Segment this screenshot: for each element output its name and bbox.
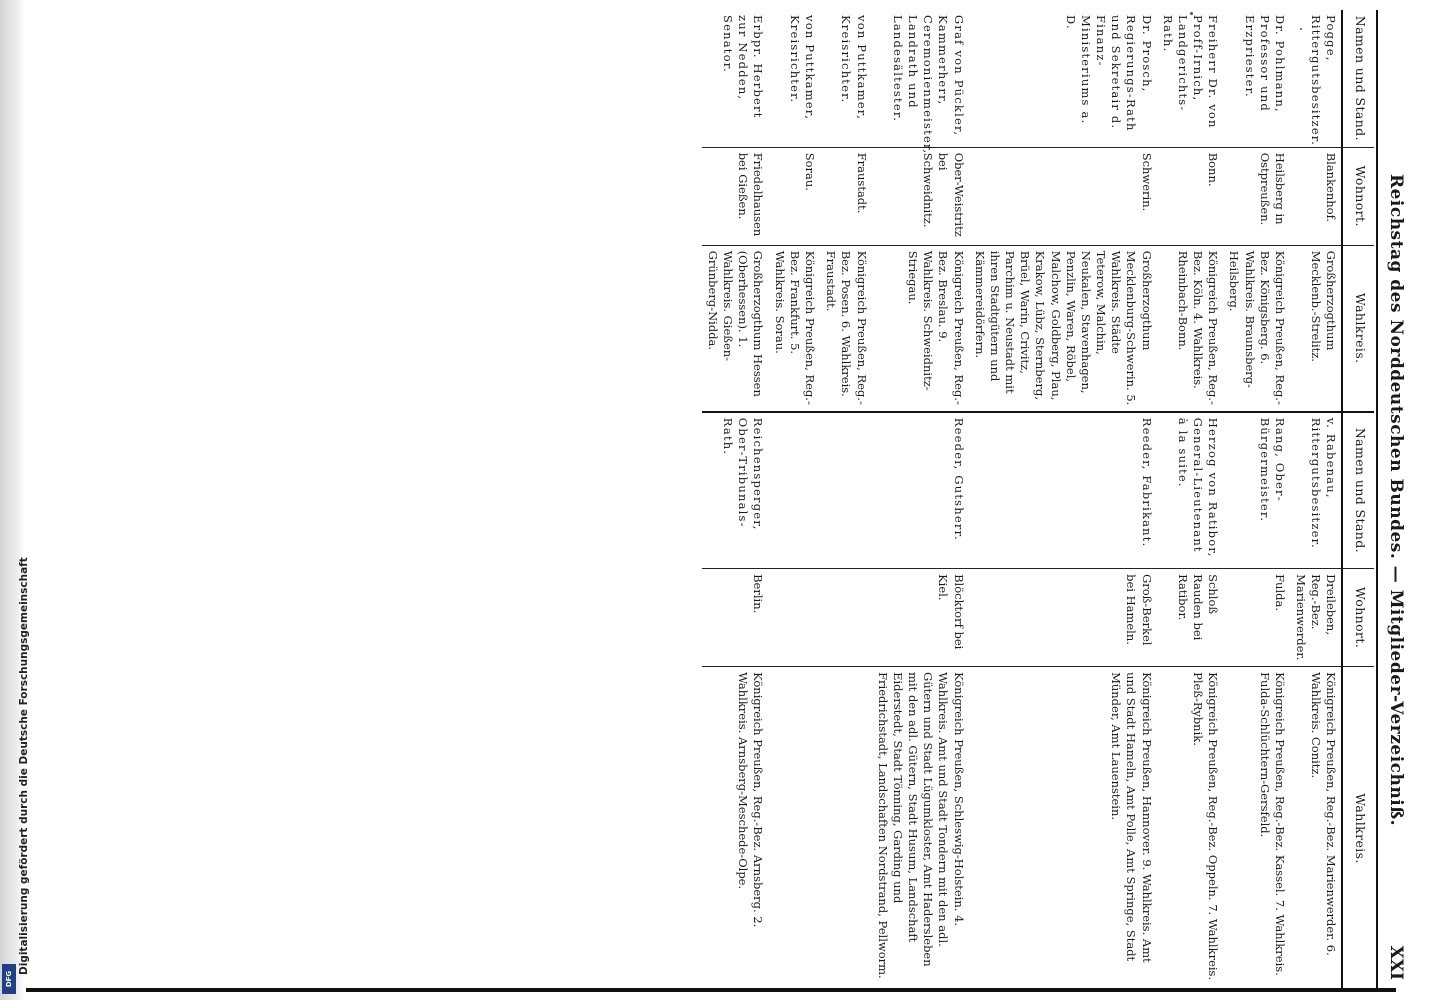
member-name: Reeder, Fabrikant. (969, 412, 1157, 569)
member-name: Graf von Pückler, Kammerherr, Ceremonienmeister, Landrath und Landesältester. (890, 15, 966, 155)
member-residence (768, 569, 820, 667)
member-name: Reichensperger, Ober-Tribunals-Rath. (702, 412, 769, 569)
member-residence: Friedelhausen bei Gießen. (702, 147, 769, 245)
member-district: Königreich Preußen, Reg.-Bez. Köln. 4. Wahlkreis. Rheinbach-Bonn. (1157, 245, 1224, 412)
member-district: Königreich Preußen, Reg.-Bez. Oppeln. 7. Wahlkreis. Pleß-Rybnik. (1157, 667, 1224, 990)
member-district: Königreich Preußen, Reg.-Bez. Marienwerder. 6. Wahlkreis. Conitz. (1290, 667, 1343, 990)
member-residence: Dreileben, Reg.-Bez. Marienwerder. (1290, 569, 1343, 667)
table-row (702, 10, 769, 990)
table-row (820, 10, 872, 990)
member-district: Großherzogthum Mecklenb.-Strelitz. (1290, 245, 1343, 412)
member-residence: Fraustadt. (820, 147, 872, 245)
member-district: Großherzogthum Mecklenburg-Schwerin. 5. Wahlkreis. Städte Teterow, Malchin, Neukalen, Stavenhagen, Penzlin, Waren, Röbel, Malchow, Goldberg, Plau, Krakow, Lübz, Sternberg, Brüel, Warin, Crivitz, Parchim u. Neustadt mit ihren Stadtgütern und Kämmereidörfern. (969, 245, 1157, 412)
dfg-logo-text: DFG (5, 970, 13, 988)
member-residence: Heilsberg in Ostpreußen. (1223, 147, 1290, 245)
column-header: Wahlkreis. (1343, 667, 1375, 990)
member-residence: Blankenhof. (1290, 147, 1343, 245)
member-name: Rang, Ober-Bürgermeister. (1223, 412, 1290, 569)
column-header: Wohnort. (1343, 569, 1375, 667)
member-district: Großherzogthum Hessen (Oberhessen). 1. Wahlkreis. Gießen-Grünberg-Nidda. (702, 245, 769, 412)
member-residence: Schwerin. (969, 147, 1157, 245)
member-district: Königreich Preußen, Reg.-Bez. Königsberg. 6. Wahlkreis. Braunsberg-Heilsberg. (1223, 245, 1290, 412)
column-header: Wahlkreis. (1343, 245, 1375, 412)
column-header: Wohnort. (1343, 147, 1375, 245)
member-district: Königreich Preußen, Hannover. 9. Wahlkreis. Amt und Stadt Hameln, Amt Polle, Amt Springe, Stadt Münder, Amt Lauenstein. (969, 667, 1157, 990)
member-residence: Berlin. (702, 569, 769, 667)
member-residence: Blöcktorf bei Kiel. (872, 569, 969, 667)
rotated-page (20, 10, 1410, 990)
page-title: Reichstag des Norddeutschen Bundes. — Mitglieder-Verzeichniß. (1386, 173, 1406, 827)
member-name: Dr. Prosch, Regierungs-Rath und Sekretair d. Finanz-Ministeriums a. D. (1063, 15, 1154, 132)
header-rule (1376, 10, 1378, 990)
table-row (1157, 10, 1224, 990)
digitization-credit: Digitalisierung gefördert durch die Deutsche Forschungsgemeinschaft (18, 557, 30, 975)
column-header: Namen und Stand. (1343, 10, 1375, 147)
table-row (872, 10, 969, 990)
table-row (969, 10, 1157, 990)
column-header: Namen und Stand. (1343, 412, 1375, 569)
member-district (768, 667, 820, 990)
member-district: Königreich Preußen, Reg.-Bez. Kassel. 7. Wahlkreis. Fulda-Schlüchtern-Gersfeld. (1223, 667, 1290, 990)
table-row (1290, 10, 1343, 990)
member-residence: Fulda. (1223, 569, 1290, 667)
member-name: Reeder, Gutsherr. (872, 412, 969, 569)
member-name: Dr. Pohlmann, Professor und Erzpriester. (1242, 15, 1287, 113)
member-register-table (702, 10, 1374, 990)
page-number: XXI (1386, 945, 1406, 980)
member-district: Königreich Preußen, Schleswig-Holstein. 4. Wahlkreis. Amt und Stadt Tondern mit den adl. Gütern und Stadt Lügumkloster, Amt Hadersleben mit den adl. Gütern, Stadt Husum, Landschaft Eiderstedt, Stadt Tönning, Garding und Friedrichstadt, Landschaften Nordstrand, Pellworm. (872, 667, 969, 990)
member-name: Herzog von Ratibor, General-Lieutenant à la suite. (1157, 412, 1224, 569)
member-district (820, 667, 872, 990)
table-row (768, 10, 820, 990)
member-residence: Schloß Rauden bei Ratibor. (1157, 569, 1224, 667)
member-residence: Ober-Weistritz bei Schweidnitz. (872, 147, 969, 245)
table-header-row (1343, 10, 1375, 990)
member-name: Freiherr Dr. von Proff-Irnich, Landgerichts-Rath. (1160, 15, 1221, 129)
member-name: Pogge, Rittergutsbesitzer. (1309, 15, 1339, 147)
dfg-logo (2, 964, 16, 994)
member-name: von Puttkamer, Kreisrichter. (839, 15, 869, 121)
member-district: Königreich Preußen, Reg.-Bez. Breslau. 9. Wahlkreis. Schweidnitz-Striegau. (872, 245, 969, 412)
member-district: Königreich Preußen, Reg.-Bez. Frankfurt. 5. Wahlkreis. Sorau. (768, 245, 820, 412)
member-residence: Sorau. (768, 147, 820, 245)
member-residence: Groß-Berkel bei Hameln. (969, 569, 1157, 667)
member-district: Königreich Preußen, Reg.-Bez. Posen. 6. Wahlkreis. Fraustadt. (820, 245, 872, 412)
member-residence (820, 569, 872, 667)
page-header (1380, 10, 1406, 990)
member-name (768, 412, 820, 569)
member-name: Erbpr. Herbert zur Nedden, Senator. (721, 15, 766, 119)
member-name: v. Rabenau, Rittergutsbesitzer. (1290, 412, 1343, 569)
member-district: Königreich Preußen, Reg.-Bez. Arnsberg. 2. Wahlkreis. Arnsberg-Meschede-Olpe. (702, 667, 769, 990)
member-residence: Bonn. (1157, 147, 1224, 245)
member-name: von Puttkamer, Kreisrichter. (787, 15, 817, 121)
member-name (820, 412, 872, 569)
table-row (1223, 10, 1290, 990)
